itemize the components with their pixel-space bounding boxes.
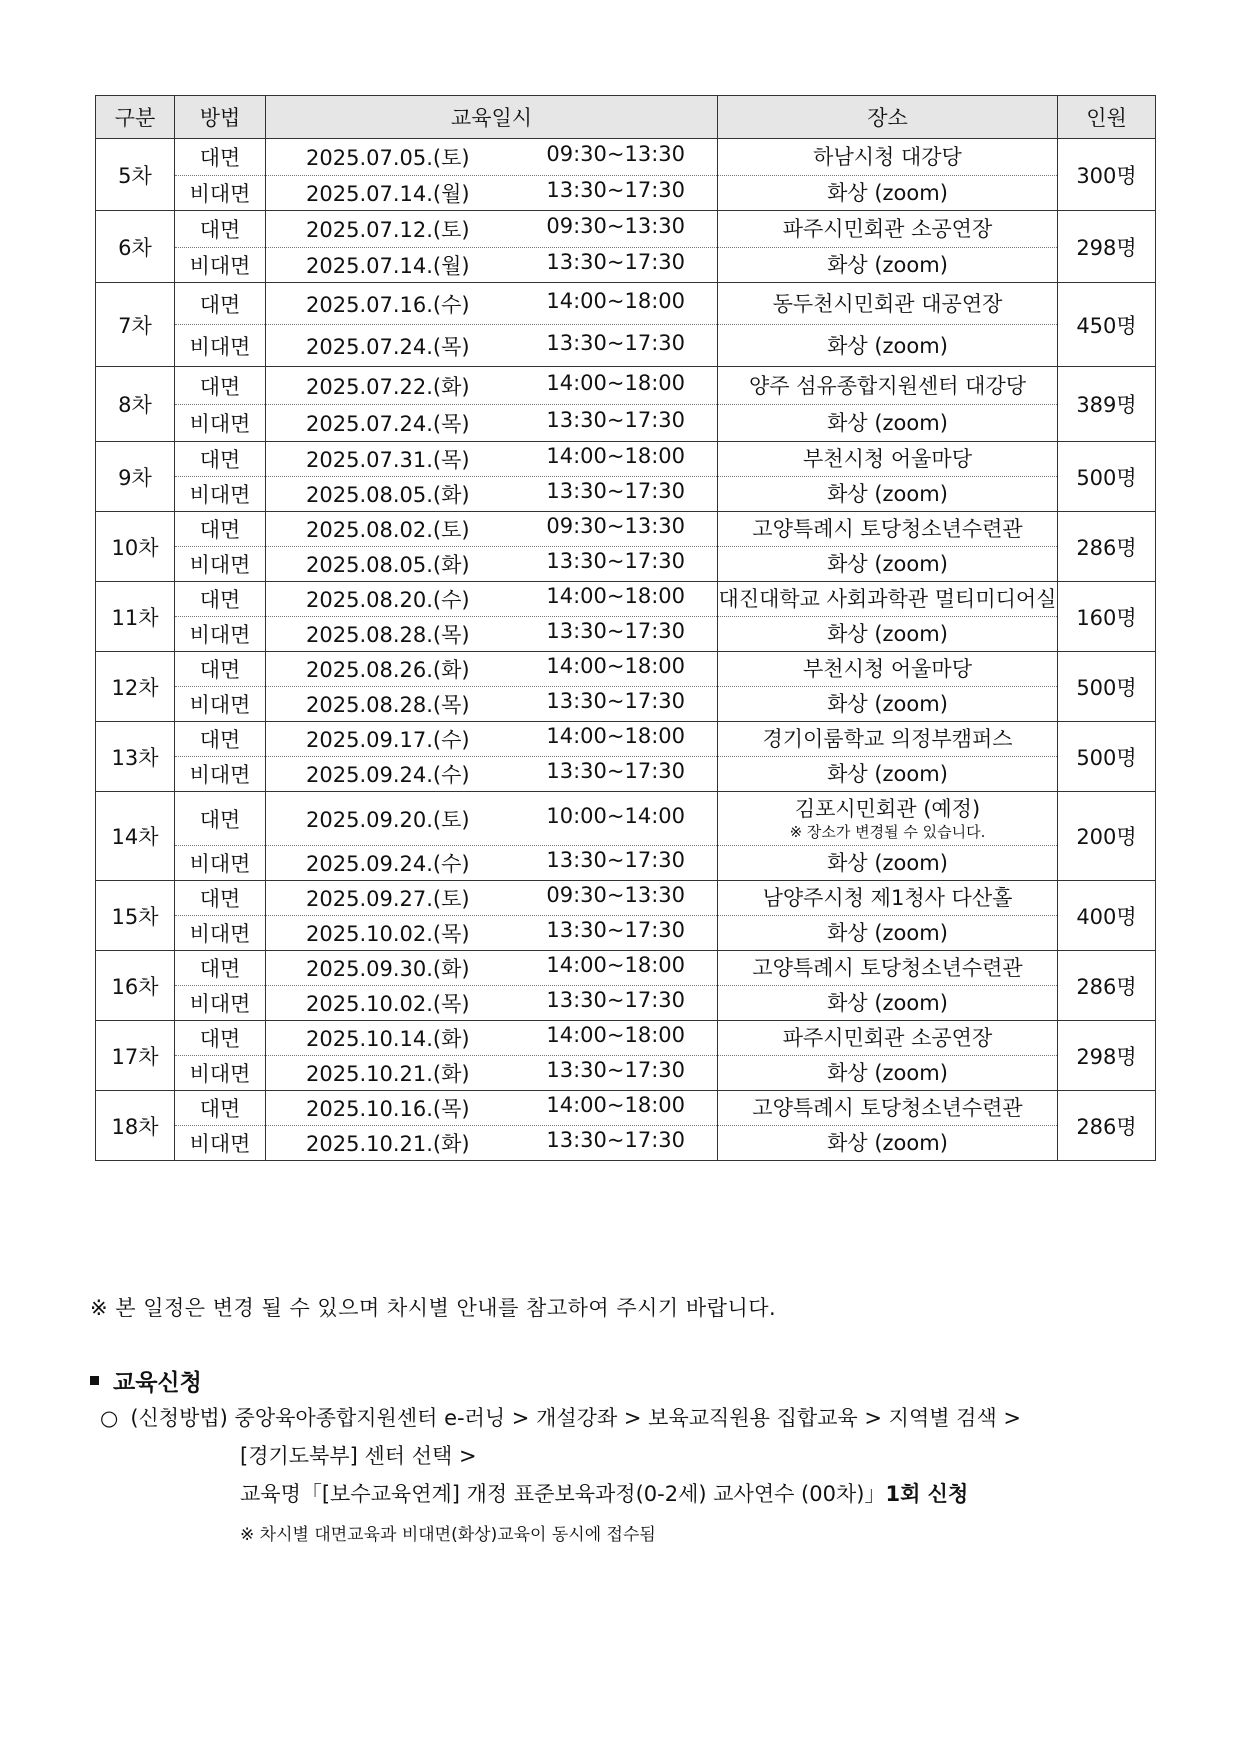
table-row: [96, 582, 1156, 617]
session-label: 6차: [96, 211, 175, 283]
method-cell: 대면: [175, 652, 266, 687]
table-row: [96, 325, 1156, 367]
place-cell: [718, 951, 1058, 986]
time-text: 14:00~18:00: [546, 1023, 685, 1047]
application-course-count: 1회 신청: [885, 1482, 969, 1506]
datetime-cell: [266, 881, 718, 916]
datetime-cell: [266, 986, 718, 1021]
application-footnote: ※ 차시별 대면교육과 비대면(화상)교육이 동시에 접수됨: [240, 1525, 656, 1545]
count-cell: 286명: [1058, 1091, 1156, 1161]
place-text: 화상 (zoom): [827, 991, 948, 1015]
table-row: [96, 367, 1156, 405]
date-text: 2025.07.24.(목): [306, 412, 470, 436]
place-cell: [718, 325, 1058, 367]
session-label: 9차: [96, 442, 175, 512]
place-text: 화상 (zoom): [827, 1131, 948, 1155]
table-row: [96, 687, 1156, 722]
place-text: 화상 (zoom): [827, 181, 948, 205]
time-text: 14:00~18:00: [546, 288, 685, 313]
table-row: [96, 951, 1156, 986]
header-gubun: 구분: [96, 96, 175, 139]
table-row: [96, 283, 1156, 325]
datetime-cell: [266, 652, 718, 687]
date-text: 2025.09.17.(수): [306, 728, 470, 752]
count-cell: 286명: [1058, 512, 1156, 582]
schedule-table: [95, 95, 1156, 1161]
table-row: [96, 652, 1156, 687]
schedule-body: [96, 139, 1156, 1161]
datetime-cell: [266, 283, 718, 325]
method-cell: 비대면: [175, 477, 266, 512]
session-label: 16차: [96, 951, 175, 1021]
date-text: 2025.09.24.(수): [306, 763, 470, 787]
place-cell: [718, 442, 1058, 477]
application-course-line: [240, 1478, 968, 1508]
time-text: 14:00~18:00: [546, 370, 685, 395]
place-cell: [718, 846, 1058, 881]
datetime-cell: [266, 792, 718, 846]
place-text: 파주시민회관 소공연장: [782, 1026, 993, 1050]
method-cell: 비대면: [175, 547, 266, 582]
table-header-row: [96, 96, 1156, 139]
application-method-line: [100, 1402, 1021, 1432]
time-text: 13:30~17:30: [546, 1058, 685, 1082]
table-row: [96, 211, 1156, 248]
date-text: 2025.08.02.(토): [306, 518, 470, 542]
table-row: [96, 1091, 1156, 1126]
table-row: [96, 248, 1156, 283]
place-text: 양주 섬유종합지원센터 대강당: [748, 373, 1027, 398]
datetime-cell: [266, 1021, 718, 1056]
place-cell: [718, 248, 1058, 283]
application-course-name: 교육명「[보수교육연계] 개정 표준보육과정(0-2세) 교사연수 (00차)」: [240, 1482, 886, 1506]
place-text: 동두천시민회관 대공연장: [772, 291, 1003, 316]
place-cell: [718, 792, 1058, 846]
time-text: 13:30~17:30: [546, 479, 685, 503]
date-text: 2025.09.24.(수): [306, 852, 470, 876]
place-text: 화상 (zoom): [827, 762, 948, 786]
place-cell: [718, 283, 1058, 325]
session-label: 15차: [96, 881, 175, 951]
date-text: 2025.09.20.(토): [306, 807, 470, 832]
datetime-cell: [266, 139, 718, 176]
date-text: 2025.10.14.(화): [306, 1027, 470, 1051]
datetime-cell: [266, 722, 718, 757]
date-text: 2025.07.14.(월): [306, 182, 470, 206]
header-count: 인원: [1058, 96, 1156, 139]
table-row: [96, 1021, 1156, 1056]
time-text: 13:30~17:30: [546, 759, 685, 783]
table-row: [96, 881, 1156, 916]
date-text: 2025.08.26.(화): [306, 658, 470, 682]
date-text: 2025.07.22.(화): [306, 374, 470, 399]
count-cell: 298명: [1058, 211, 1156, 283]
method-cell: 비대면: [175, 687, 266, 722]
datetime-cell: [266, 367, 718, 405]
date-text: 2025.10.21.(화): [306, 1062, 470, 1086]
method-cell: 비대면: [175, 325, 266, 367]
place-text: 파주시민회관 소공연장: [782, 217, 993, 241]
place-cell: [718, 405, 1058, 442]
table-row: [96, 477, 1156, 512]
table-row: [96, 722, 1156, 757]
method-cell: 비대면: [175, 176, 266, 211]
table-row: [96, 405, 1156, 442]
datetime-cell: [266, 248, 718, 283]
place-cell: [718, 687, 1058, 722]
table-row: [96, 139, 1156, 176]
date-text: 2025.08.28.(목): [306, 623, 470, 647]
time-text: 13:30~17:30: [546, 1128, 685, 1152]
date-text: 2025.07.05.(토): [306, 146, 470, 170]
datetime-cell: [266, 547, 718, 582]
count-cell: 500명: [1058, 722, 1156, 792]
date-text: 2025.08.05.(화): [306, 553, 470, 577]
table-row: [96, 176, 1156, 211]
method-cell: 대면: [175, 881, 266, 916]
place-cell: [718, 211, 1058, 248]
place-text: 화상 (zoom): [827, 411, 948, 435]
table-row: [96, 792, 1156, 846]
date-text: 2025.07.14.(월): [306, 254, 470, 278]
time-text: 13:30~17:30: [546, 848, 685, 872]
place-cell: [718, 881, 1058, 916]
place-text: 경기이룸학교 의정부캠퍼스: [762, 727, 1013, 751]
method-cell: 비대면: [175, 617, 266, 652]
method-cell: 비대면: [175, 1056, 266, 1091]
date-text: 2025.07.12.(토): [306, 218, 470, 242]
datetime-cell: [266, 477, 718, 512]
session-label: 8차: [96, 367, 175, 442]
schedule-notice: ※ 본 일정은 변경 될 수 있으며 차시별 안내를 참고하여 주시기 바랍니다.: [90, 1296, 777, 1320]
place-text: 하남시청 대강당: [813, 145, 962, 169]
header-method: 방법: [175, 96, 266, 139]
place-text: 고양특례시 토당청소년수련관: [752, 956, 1023, 980]
count-cell: 286명: [1058, 951, 1156, 1021]
place-cell: [718, 1021, 1058, 1056]
date-text: 2025.10.02.(목): [306, 922, 470, 946]
datetime-cell: [266, 951, 718, 986]
count-cell: 500명: [1058, 442, 1156, 512]
datetime-cell: [266, 757, 718, 792]
method-cell: 비대면: [175, 846, 266, 881]
place-cell: [718, 512, 1058, 547]
place-cell: [718, 477, 1058, 512]
table-row: [96, 1056, 1156, 1091]
time-text: 14:00~18:00: [546, 724, 685, 748]
circle-bullet-icon: ○: [100, 1406, 119, 1430]
date-text: 2025.07.16.(수): [306, 292, 470, 317]
count-cell: 400명: [1058, 881, 1156, 951]
count-cell: 300명: [1058, 139, 1156, 211]
place-text: 화상 (zoom): [827, 622, 948, 646]
application-title: 교육신청: [113, 1370, 202, 1396]
place-text: 화상 (zoom): [827, 851, 948, 875]
time-text: 13:30~17:30: [546, 549, 685, 573]
time-text: 09:30~13:30: [546, 142, 685, 166]
method-cell: 대면: [175, 1091, 266, 1126]
datetime-cell: [266, 512, 718, 547]
time-text: 13:30~17:30: [546, 250, 685, 274]
date-text: 2025.09.30.(화): [306, 957, 470, 981]
date-text: 2025.08.05.(화): [306, 483, 470, 507]
datetime-cell: [266, 916, 718, 951]
count-cell: 500명: [1058, 652, 1156, 722]
datetime-cell: [266, 1056, 718, 1091]
date-text: 2025.09.27.(토): [306, 887, 470, 911]
count-cell: 298명: [1058, 1021, 1156, 1091]
place-cell: [718, 652, 1058, 687]
method-cell: 비대면: [175, 916, 266, 951]
session-label: 17차: [96, 1021, 175, 1091]
session-label: 7차: [96, 283, 175, 367]
place-cell: [718, 1056, 1058, 1091]
header-place: 장소: [718, 96, 1058, 139]
place-text: 화상 (zoom): [827, 253, 948, 277]
time-text: 13:30~17:30: [546, 689, 685, 713]
datetime-cell: [266, 325, 718, 367]
count-cell: 160명: [1058, 582, 1156, 652]
method-cell: 비대면: [175, 757, 266, 792]
place-cell: [718, 1091, 1058, 1126]
place-text: 화상 (zoom): [827, 921, 948, 945]
session-label: 14차: [96, 792, 175, 881]
session-label: 11차: [96, 582, 175, 652]
place-text: 화상 (zoom): [827, 333, 948, 358]
date-text: 2025.10.16.(목): [306, 1097, 470, 1121]
time-text: 09:30~13:30: [546, 514, 685, 538]
place-cell: [718, 176, 1058, 211]
count-cell: 389명: [1058, 367, 1156, 442]
time-text: 14:00~18:00: [546, 444, 685, 468]
place-text: 화상 (zoom): [827, 482, 948, 506]
table-row: [96, 916, 1156, 951]
place-cell: [718, 139, 1058, 176]
time-text: 14:00~18:00: [546, 1093, 685, 1117]
place-text: 화상 (zoom): [827, 692, 948, 716]
session-label: 10차: [96, 512, 175, 582]
time-text: 13:30~17:30: [546, 408, 685, 432]
method-cell: 대면: [175, 367, 266, 405]
datetime-cell: [266, 617, 718, 652]
count-cell: 450명: [1058, 283, 1156, 367]
method-cell: 비대면: [175, 405, 266, 442]
table-row: [96, 547, 1156, 582]
place-cell: [718, 1126, 1058, 1161]
application-method-text: (신청방법) 중앙육아종합지원센터 e-러닝 > 개설강좌 > 보육교직원용 집합교육 > 지역별 검색 >: [130, 1406, 1022, 1430]
place-text: 김포시민회관 (예정): [794, 796, 981, 821]
session-label: 18차: [96, 1091, 175, 1161]
place-cell: [718, 986, 1058, 1021]
method-cell: 비대면: [175, 248, 266, 283]
time-text: 14:00~18:00: [546, 584, 685, 608]
datetime-cell: [266, 582, 718, 617]
time-text: 14:00~18:00: [546, 654, 685, 678]
count-cell: 200명: [1058, 792, 1156, 881]
date-text: 2025.08.28.(목): [306, 693, 470, 717]
place-cell: [718, 547, 1058, 582]
datetime-cell: [266, 1091, 718, 1126]
time-text: 13:30~17:30: [546, 619, 685, 643]
header-datetime: 교육일시: [266, 96, 718, 139]
time-text: 09:30~13:30: [546, 214, 685, 238]
datetime-cell: [266, 176, 718, 211]
datetime-cell: [266, 211, 718, 248]
place-text: 부천시청 어울마당: [803, 447, 972, 471]
place-text: 대진대학교 사회과학관 멀티미디어실: [718, 587, 1057, 611]
table-row: [96, 1126, 1156, 1161]
method-cell: 비대면: [175, 1126, 266, 1161]
time-text: 13:30~17:30: [546, 918, 685, 942]
method-cell: 대면: [175, 442, 266, 477]
place-cell: [718, 757, 1058, 792]
method-cell: 대면: [175, 951, 266, 986]
table-row: [96, 617, 1156, 652]
method-cell: 대면: [175, 582, 266, 617]
application-center-line: [경기도북부] 센터 선택 >: [240, 1444, 477, 1468]
method-cell: 대면: [175, 792, 266, 846]
date-text: 2025.07.24.(목): [306, 334, 470, 359]
datetime-cell: [266, 442, 718, 477]
method-cell: 비대면: [175, 986, 266, 1021]
square-bullet-icon: [90, 1376, 99, 1385]
section-title-application: [90, 1364, 202, 1397]
date-text: 2025.10.21.(화): [306, 1132, 470, 1156]
method-cell: 대면: [175, 211, 266, 248]
place-cell: [718, 582, 1058, 617]
method-cell: 대면: [175, 512, 266, 547]
date-text: 2025.10.02.(목): [306, 992, 470, 1016]
place-text: 남양주시청 제1청사 다산홀: [762, 886, 1013, 910]
place-text: 화상 (zoom): [827, 1061, 948, 1085]
time-text: 13:30~17:30: [546, 988, 685, 1012]
place-text: 부천시청 어울마당: [803, 657, 972, 681]
date-text: 2025.07.31.(목): [306, 448, 470, 472]
method-cell: 대면: [175, 139, 266, 176]
time-text: 09:30~13:30: [546, 883, 685, 907]
session-label: 5차: [96, 139, 175, 211]
table-row: [96, 986, 1156, 1021]
place-cell: [718, 367, 1058, 405]
place-text: 고양특례시 토당청소년수련관: [752, 517, 1023, 541]
session-label: 12차: [96, 652, 175, 722]
datetime-cell: [266, 1126, 718, 1161]
place-text: 화상 (zoom): [827, 552, 948, 576]
place-cell: [718, 916, 1058, 951]
method-cell: 대면: [175, 283, 266, 325]
date-text: 2025.08.20.(수): [306, 588, 470, 612]
place-cell: [718, 617, 1058, 652]
table-row: [96, 512, 1156, 547]
place-cell: [718, 722, 1058, 757]
datetime-cell: [266, 405, 718, 442]
time-text: 10:00~14:00: [546, 803, 685, 828]
method-cell: 대면: [175, 722, 266, 757]
datetime-cell: [266, 846, 718, 881]
time-text: 13:30~17:30: [546, 178, 685, 202]
place-note: ※ 장소가 변경될 수 있습니다.: [789, 822, 986, 841]
time-text: 14:00~18:00: [546, 953, 685, 977]
session-label: 13차: [96, 722, 175, 792]
table-row: [96, 846, 1156, 881]
place-text: 고양특례시 토당청소년수련관: [752, 1096, 1023, 1120]
table-row: [96, 442, 1156, 477]
datetime-cell: [266, 687, 718, 722]
method-cell: 대면: [175, 1021, 266, 1056]
time-text: 13:30~17:30: [546, 330, 685, 355]
table-row: [96, 757, 1156, 792]
